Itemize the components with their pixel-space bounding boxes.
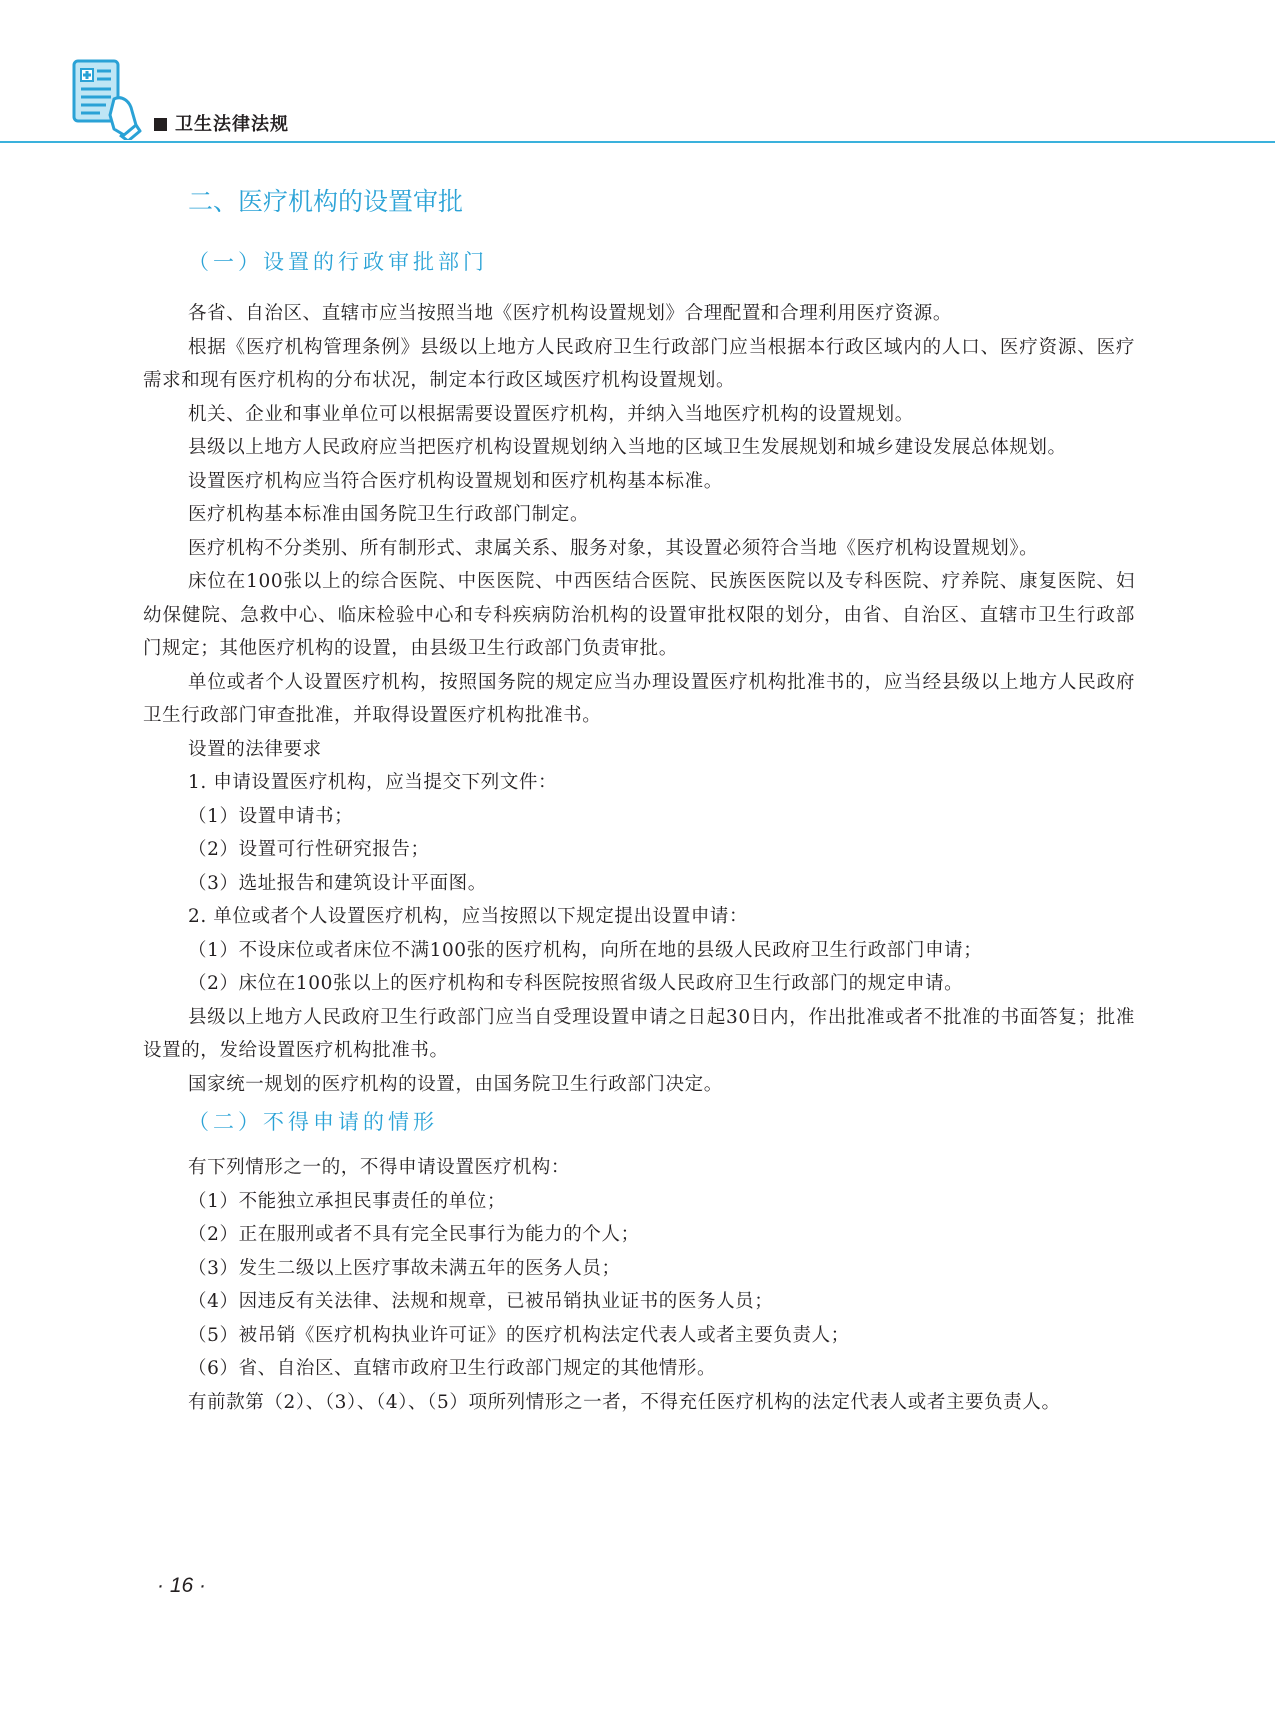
header-title-text: 卫生法律法规 bbox=[175, 114, 289, 135]
page-number: · 16 · bbox=[157, 1574, 207, 1597]
header-divider bbox=[0, 141, 1275, 143]
subsection-title-2: （二）不得申请的情形 bbox=[188, 1110, 438, 1134]
paragraph: 县级以上地方人民政府应当把医疗机构设置规划纳入当地的区域卫生发展规划和城乡建设发展总体规划。 bbox=[188, 437, 1067, 458]
list-item: （5）被吊销《医疗机构执业许可证》的医疗机构法定代表人或者主要负责人； bbox=[188, 1324, 850, 1346]
paragraph: 医疗机构不分类别、所有制形式、隶属关系、服务对象，其设置必须符合当地《医疗机构设置规划》。 bbox=[188, 537, 1039, 559]
paragraph: 根据《医疗机构管理条例》县级以上地方人民政府卫生行政部门应当根据本行政区域内的人口、医疗资源、医疗需求和现有医疗机构的分布状况，制定本行政区域医疗机构设置规划。 bbox=[143, 336, 1135, 391]
header-title bbox=[154, 110, 289, 136]
square-bullet-icon bbox=[154, 118, 167, 131]
page-header bbox=[0, 0, 1275, 150]
paragraph: 单位或者个人设置医疗机构，按照国务院的规定应当办理设置医疗机构批准书的，应当经县级以上地方人民政府卫生行政部门审查批准，并取得设置医疗机构批准书。 bbox=[143, 671, 1135, 726]
paragraph: 各省、自治区、直辖市应当按照当地《医疗机构设置规划》合理配置和合理利用医疗资源。 bbox=[188, 303, 953, 324]
list-item: （3）发生二级以上医疗事故未满五年的医务人员； bbox=[188, 1257, 621, 1279]
list-item: 2. 单位或者个人设置医疗机构，应当按照以下规定提出设置申请： bbox=[188, 906, 749, 927]
paragraph: 县级以上地方人民政府卫生行政部门应当自受理设置申请之日起30日内，作出批准或者不批准的书面答复；批准设置的，发给设置医疗机构批准书。 bbox=[143, 1006, 1135, 1061]
list-item: （3）选址报告和建筑设计平面图。 bbox=[188, 872, 487, 894]
paragraph: 国家统一规划的医疗机构的设置，由国务院卫生行政部门决定。 bbox=[188, 1073, 723, 1095]
list-item: （2）正在服刑或者不具有完全民事行为能力的个人； bbox=[188, 1224, 640, 1245]
paragraph: 有前款第（2）、（3）、（4）、（5）项所列情形之一者，不得充任医疗机构的法定代表人或者主要负责人。 bbox=[188, 1391, 1061, 1413]
list-item: （4）因违反有关法律、法规和规章，已被吊销执业证书的医务人员； bbox=[188, 1291, 774, 1312]
paragraph: 床位在100张以上的综合医院、中医医院、中西医结合医院、民族医医院以及专科医院、疗养院、康复医院、妇幼保健院、急救中心、临床检验中心和专科疾病防治机构的设置审批权限的划分，由省、自治区、直辖市卫生行政部门规定；其他医疗机构的设置，由县级卫生行政部门负责审批。 bbox=[143, 571, 1135, 659]
paragraph: 设置医疗机构应当符合医疗机构设置规划和医疗机构基本标准。 bbox=[188, 470, 723, 492]
list-item: （6）省、自治区、直辖市政府卫生行政部门规定的其他情形。 bbox=[188, 1358, 717, 1379]
list-item: （2）设置可行性研究报告； bbox=[188, 839, 430, 860]
medical-document-icon bbox=[70, 55, 150, 140]
list-item: （1）不能独立承担民事责任的单位； bbox=[188, 1190, 506, 1212]
list-item: （2）床位在100张以上的医疗机构和专科医院按照省级人民政府卫生行政部门的规定申请。 bbox=[188, 973, 964, 994]
list-item: （1）不设床位或者床位不满100张的医疗机构，向所在地的县级人民政府卫生行政部门申请； bbox=[188, 939, 983, 961]
list-item: （1）设置申请书； bbox=[188, 805, 354, 827]
list-item: 1. 申请设置医疗机构，应当提交下列文件： bbox=[188, 772, 558, 793]
section-title: 二、医疗机构的设置审批 bbox=[188, 187, 464, 216]
subsection-title-1: （一）设置的行政审批部门 bbox=[188, 250, 488, 274]
paragraph: 设置的法律要求 bbox=[188, 738, 322, 760]
paragraph: 有下列情形之一的，不得申请设置医疗机构： bbox=[188, 1157, 571, 1178]
paragraph: 医疗机构基本标准由国务院卫生行政部门制定。 bbox=[188, 504, 590, 525]
paragraph: 机关、企业和事业单位可以根据需要设置医疗机构，并纳入当地医疗机构的设置规划。 bbox=[188, 403, 914, 425]
page-content bbox=[143, 185, 1135, 1419]
